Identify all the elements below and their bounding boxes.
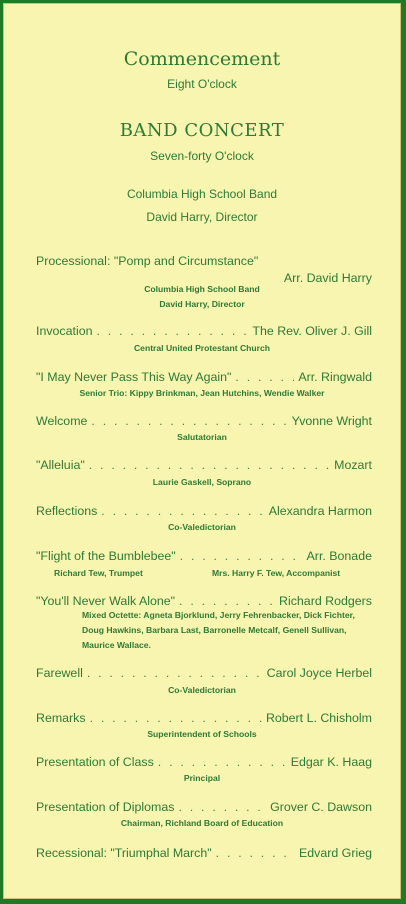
item-subtitle: Superintendent of Schools	[147, 729, 257, 739]
item-performer: Richard Rodgers	[279, 594, 372, 608]
leader-dots	[179, 594, 275, 608]
program-item-reflections	[36, 504, 372, 518]
item-performer: Yvonne Wright	[291, 414, 372, 428]
item-subtitle: Salutatorian	[177, 432, 227, 442]
program-item-remarks	[36, 711, 372, 725]
processional-arranger: Arr. David Harry	[283, 271, 372, 285]
item-title: "You'll Never Walk Alone"	[36, 594, 176, 608]
item-performer: Arr. Ringwald	[298, 370, 372, 384]
program-item-walk-alone	[36, 594, 372, 608]
item-title: Recessional: "Triumphal March"	[36, 846, 212, 860]
item-subtitle-right: Mrs. Harry F. Tew, Accompanist	[212, 568, 341, 578]
item-subtitle: Laurie Gaskell, Soprano	[152, 477, 252, 487]
item-subtitle: Mixed Octette: Agneta Bjorklund, Jerry Fehrenbacker, Dick Fichter, Doug Hawkins, Barbara Last, Barronelle Metcalf, Genell Sullivan, Maurice Wallace.	[82, 610, 355, 650]
item-subtitle: Central United Protestant Church	[133, 343, 271, 353]
leader-dots	[180, 549, 303, 563]
leader-dots	[90, 711, 262, 725]
band-name: Columbia High School Band	[126, 187, 278, 201]
item-title: "I May Never Pass This Way Again"	[36, 370, 232, 384]
leader-dots	[96, 324, 248, 338]
program-item-farewell	[36, 666, 372, 680]
item-subtitle: Chairman, Richland Board of Education	[120, 818, 284, 828]
program-item-trio	[36, 370, 372, 384]
program-item-recessional	[36, 846, 372, 860]
item-title: Invocation	[36, 324, 93, 338]
item-performer: Edvard Grieg	[298, 846, 372, 860]
item-title: Reflections	[36, 504, 98, 518]
item-title: Farewell	[36, 666, 83, 680]
program-item-presentation-diplomas	[36, 800, 372, 814]
commencement-title: Commencement	[123, 48, 281, 70]
item-title: Welcome	[36, 414, 88, 428]
item-title: "Alleluia"	[36, 458, 85, 472]
processional-credit-band: Columbia High School Band	[144, 284, 260, 294]
item-performer: The Rev. Oliver J. Gill	[252, 324, 372, 338]
program-item-welcome	[36, 414, 372, 428]
band-director: David Harry, Director	[146, 210, 258, 224]
program-item-presentation-class	[36, 755, 372, 769]
leader-dots	[235, 370, 294, 384]
item-title: Presentation of Diplomas	[36, 800, 175, 814]
item-title: Processional: "Pomp and Circumstance"	[36, 254, 259, 268]
program-item-bumblebee	[36, 549, 372, 563]
leader-dots	[89, 458, 330, 472]
item-subtitle: Principal	[183, 773, 221, 783]
item-subtitle-left: Richard Tew, Trumpet	[54, 568, 143, 578]
item-performer: Edgar K. Haag	[290, 755, 372, 769]
leader-dots	[91, 414, 287, 428]
item-performer: Carol Joyce Herbel	[266, 666, 372, 680]
item-title: "Flight of the Bumblebee"	[36, 549, 176, 563]
program-item-processional	[36, 254, 372, 268]
program-page	[3, 3, 401, 899]
band-concert-time: Seven-forty O'clock	[150, 149, 254, 163]
program-item-invocation	[36, 324, 372, 338]
commencement-time: Eight O'clock	[167, 77, 237, 91]
item-performer: Robert L. Chisholm	[265, 711, 372, 725]
leader-dots	[178, 800, 266, 814]
item-subtitle: Senior Trio: Kippy Brinkman, Jean Hutchins, Wendie Walker	[79, 388, 325, 398]
item-performer: Grover C. Dawson	[270, 800, 372, 814]
leader-dots	[101, 504, 264, 518]
leader-dots	[158, 755, 287, 769]
item-performer: Alexandra Harmon	[268, 504, 372, 518]
leader-dots	[216, 846, 295, 860]
item-performer: Mozart	[334, 458, 372, 472]
item-title: Presentation of Class	[36, 755, 154, 769]
leader-dots	[87, 666, 263, 680]
item-performer: Arr. Bonade	[306, 549, 372, 563]
band-concert-title: BAND CONCERT	[119, 120, 285, 141]
item-subtitle: Co-Valedictorian	[168, 685, 236, 695]
item-title: Remarks	[36, 711, 86, 725]
item-subtitle: Co-Valedictorian	[168, 522, 236, 532]
program-item-alleluia	[36, 458, 372, 472]
processional-credit-director: David Harry, Director	[159, 299, 245, 309]
